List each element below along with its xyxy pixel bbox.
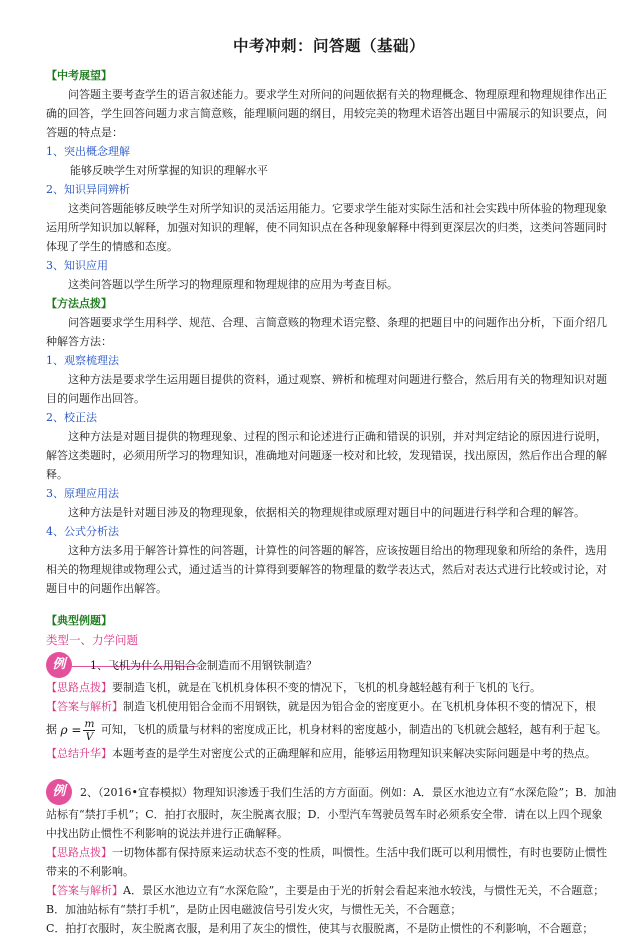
- example-2-answer-b: B．加油站标有“禁打手机”，是防止因电磁波信号引发火灾，与惯性无关，不合题意；: [46, 903, 462, 916]
- example-badge-icon: 例: [46, 779, 72, 805]
- method-heading: 【方法点拨】: [46, 297, 112, 310]
- idea-tag: 【思路点拨】: [46, 846, 112, 859]
- example-1-answer-formula: 据 ρ = $\frac{m}{V}$ 可知，飞机的质量与材料的密度成正比，机身材料的密度越小，制造出的飞机就会越轻，越有利于起飞。: [46, 718, 607, 743]
- outlook-heading: 【中考展望】: [46, 69, 112, 82]
- example-2-question: 2、（2016•宜春模拟）物理知识渗透于我们生活的方方面面。例如：A．景区水池边立有“水深危险”；B．加油: [80, 786, 617, 799]
- outlook-point-3-label: 3、知识应用: [46, 259, 108, 272]
- summary-tag: 【总结升华】: [46, 747, 112, 760]
- outlook-point-2-text: 这类问答题能够反映学生对所学知识的灵活运用能力。它要求学生能对实际生活和社会实践中所体验的物理现象运用所学知识加以解释，加强对知识的理解，使不同知识点在各种现象解释中得到更深层次的归类，这类问答题同时体现了学生的情感和态度。: [46, 202, 607, 253]
- method-item-3-label: 3、原理应用法: [46, 487, 119, 500]
- example-2-question-cont: 站标有“禁打手机”；C．拍打衣服时，灰尘脱离衣服；D．小型汽车驾驶员驾车时必须系安全带．请在以上四个现象中找出防止惯性不利影响的说法并进行正确解释。: [46, 808, 603, 840]
- method-intro: 问答题要求学生用科学、规范、合理、言简意赅的物理术语完整、条理的把题目中的问题作出分析，下面介绍几种解答方法：: [46, 316, 607, 348]
- answer-tag: 【答案与解析】: [46, 884, 123, 897]
- outlook-point-2-label: 2、知识异同辨析: [46, 183, 130, 196]
- method-item-2-label: 2、校正法: [46, 411, 97, 424]
- method-item-3-text: 这种方法是针对题目涉及的物理现象，依据相关的物理规律或原理对题目中的问题进行科学和合理的解答。: [68, 506, 585, 519]
- outlook-intro: 问答题主要考查学生的语言叙述能力。要求学生对所问的问题依据有关的物理概念、物理原理和物理规律作出正确的回答，学生回答问题力求言简意赅，能理顺问题的纲目，用较完美的物理术语答出题目中需展示的知识要点，问答题的特点是：: [46, 88, 607, 139]
- outlook-point-1-label: 1、突出概念理解: [46, 145, 130, 158]
- method-item-1-text: 这种方法是要求学生运用题目提供的资料，通过观察、辨析和梳理对问题进行整合，然后用有关的物理知识对题目的问题作出回答。: [46, 373, 607, 405]
- method-item-4-text: 这种方法多用于解答计算性的问答题，计算性的问答题的解答，应该按题目给出的物理现象和所给的条件，选用相关的物理规律或物理公式，通过适当的计算得到要解答的物理量的数学表达式，然后对表达式进行比较或讨论，对题目中的问题作出解答。: [46, 544, 607, 595]
- example-1-answer: 【答案与解析】制造飞机使用铝合金而不用钢铁，就是因为铝合金的密度更小。在飞机机身体积不变的情况下，根: [46, 700, 596, 713]
- example-2-idea: 【思路点拨】一切物体都有保持原来运动状态不变的性质，叫惯性。生活中我们既可以利用惯性，有时也要防止惯性带来的不利影响。: [46, 846, 607, 878]
- outlook-point-1-text: 能够反映学生对所掌握的知识的理解水平: [70, 164, 268, 177]
- document-page: [46, 34, 617, 938]
- example-1-header: [46, 654, 612, 678]
- method-item-2-text: 这种方法是对题目提供的物理现象、过程的图示和论述进行正确和错误的识别，并对判定结论的原因进行说明，解答这类题时，必须用所学习的物理知识，准确地对问题逐一校对和比较，发现错误，找出原因，然后作出合理的解释。: [46, 430, 607, 481]
- example-1-question: 1、飞机为什么用铝合金制造而不用钢铁制造？: [90, 659, 317, 672]
- examples-heading: 【典型例题】: [46, 614, 112, 627]
- method-item-4-label: 4、公式分析法: [46, 525, 119, 538]
- density-formula: ρ = $\frac{m}{V}$: [60, 718, 95, 743]
- example-badge-icon: 例: [46, 652, 72, 678]
- example-1-idea: 【思路点拨】要制造飞机，就是在飞机机身体积不变的情况下，飞机的机身越轻越有利于飞机的飞行。: [46, 681, 541, 694]
- answer-tag: 【答案与解析】: [46, 700, 123, 713]
- outlook-point-3-text: 这类问答题以学生所学习的物理原理和物理规律的应用为考查目标。: [68, 278, 398, 291]
- idea-tag: 【思路点拨】: [46, 681, 112, 694]
- page-title: 中考冲刺：问答题（基础）: [232, 37, 425, 55]
- example-2-answer: 【答案与解析】A．景区水池边立有“水深危险”，主要是由于光的折射会看起来池水较浅，与惯性无关，不合题意；: [46, 884, 605, 897]
- example-category: 类型一、力学问题: [46, 633, 138, 647]
- example-2-header: [46, 781, 617, 805]
- method-item-1-label: 1、观察梳理法: [46, 354, 119, 367]
- example-2-answer-c: C．拍打衣服时，灰尘脱离衣服，是利用了灰尘的惯性，使其与衣服脱离，不是防止惯性的不利影响，不合题意；: [46, 922, 594, 935]
- example-1-summary: 【总结升华】本题考查的是学生对密度公式的正确理解和应用，能够运用物理知识来解决实际问题是中考的热点。: [46, 747, 596, 760]
